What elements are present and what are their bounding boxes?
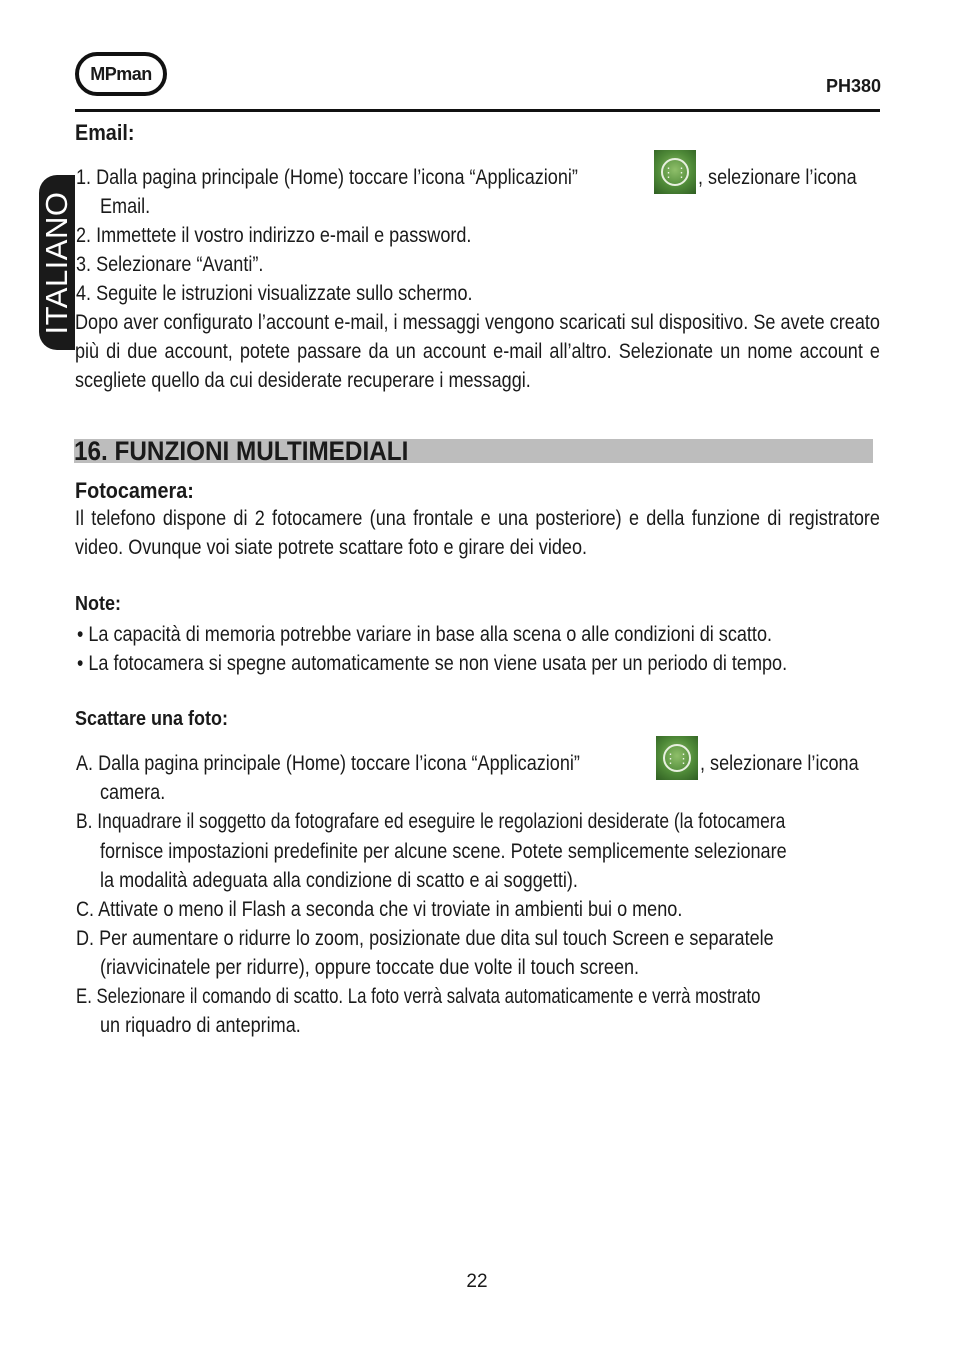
language-side-tab xyxy=(39,175,75,350)
email-step-1-cont: , selezionare l’icona xyxy=(698,166,857,189)
camera-heading: Fotocamera: xyxy=(75,478,194,503)
section-title: 16. FUNZIONI MULTIMEDIALI xyxy=(74,436,409,466)
apps-grid-icon: ⋮⋮ xyxy=(654,150,696,194)
photo-step-b-line2: fornisce impostazioni predefinite per alcune scene. Potete semplicemente selezionare xyxy=(100,840,787,863)
email-step-2: 2. Immettete il vostro indirizzo e-mail e password. xyxy=(76,224,472,247)
page-number: 22 xyxy=(466,1271,488,1292)
photo-step-b-line3: la modalità adeguata alla condizione di scatto e ai soggetti). xyxy=(100,869,578,892)
model-number: PH380 xyxy=(825,76,881,96)
language-label: ITALIANO xyxy=(39,191,74,334)
email-step-3: 3. Selezionare “Avanti”. xyxy=(76,253,264,276)
note-item: • La capacità di memoria potrebbe variare in base alla scena o alle condizioni di scatto. xyxy=(77,623,773,646)
photo-step-d: D. Per aumentare o ridurre lo zoom, posizionate due dita sul touch Screen e separatele xyxy=(76,927,774,950)
mpman-logo xyxy=(75,52,167,96)
email-heading: Email: xyxy=(75,120,135,145)
logo-text: MPman xyxy=(90,63,152,84)
photo-step-b: B. Inquadrare il soggetto da fotografare ed eseguire le regolazioni desiderate (la fotocamera xyxy=(76,810,786,833)
photo-step-a: A. Dalla pagina principale (Home) toccare l’icona “Applicazioni” xyxy=(76,752,580,775)
header-rule xyxy=(75,109,880,112)
note-item: • La fotocamera si spegne automaticamente se non viene usata per un periodo di tempo. xyxy=(77,652,788,675)
photo-step-e: E. Selezionare il comando di scatto. La foto verrà salvata automaticamente e verrà mostrato xyxy=(76,985,761,1008)
photo-step-e-line2: un riquadro di anteprima. xyxy=(100,1014,301,1037)
email-step-1: 1. Dalla pagina principale (Home) toccare l’icona “Applicazioni” xyxy=(76,166,578,189)
camera-paragraph: Il telefono dispone di 2 fotocamere (una frontale e una posteriore) e della funzione di registratore video. Ovunque voi siate potrete scattare foto e girare dei video. xyxy=(75,507,880,559)
email-step-4: 4. Seguite le istruzioni visualizzate sullo schermo. xyxy=(76,282,473,305)
photo-step-c: C. Attivate o meno il Flash a seconda che vi troviate in ambienti bui o meno. xyxy=(76,898,683,921)
photo-step-a-cont: , selezionare l’icona xyxy=(700,752,859,775)
photo-step-a-end: camera. xyxy=(100,781,166,804)
email-step-1-end: Email. xyxy=(100,195,151,218)
notes-heading: Note: xyxy=(75,593,121,615)
photo-heading: Scattare una foto: xyxy=(75,708,229,730)
photo-step-d-line2: (riavvicinatele per ridurre), oppure toccate due volte il touch screen. xyxy=(100,956,640,979)
apps-grid-icon: ⋮⋮ xyxy=(656,736,698,780)
email-paragraph: Dopo aver configurato l’account e-mail, i messaggi vengono scaricati sul dispositivo. Se avete creato più di due account, potete passare da un account e-mail all’altro. Selezionate un nome account e scegliete quello da cui desiderate recuperare i messaggi. xyxy=(75,311,880,392)
